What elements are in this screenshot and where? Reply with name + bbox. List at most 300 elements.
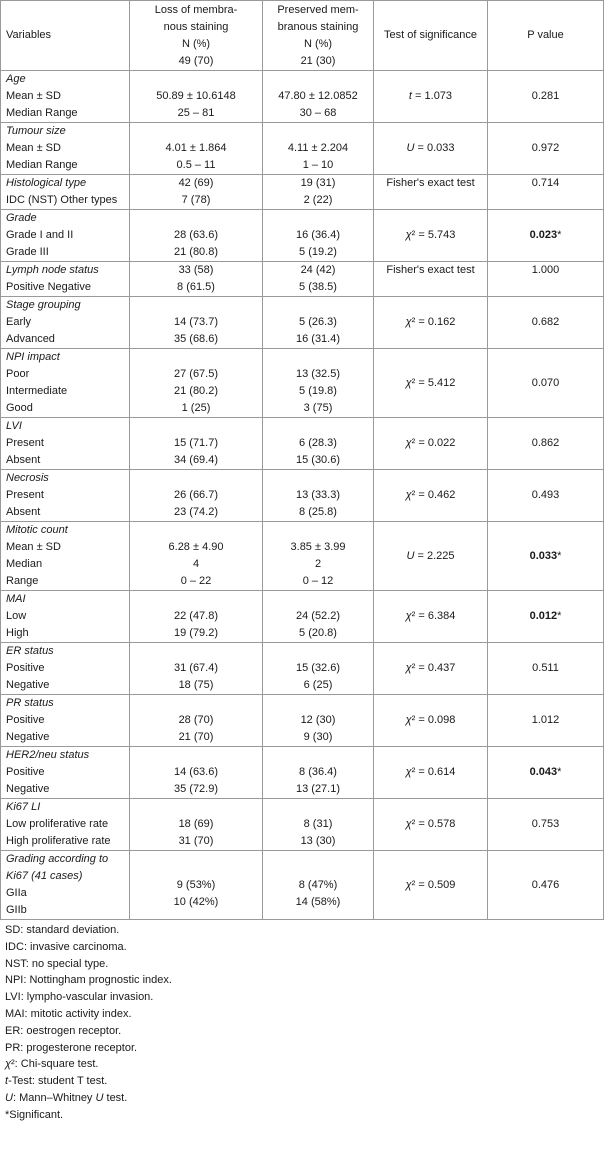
category-label: Ki67 LI	[6, 801, 41, 813]
pvalue	[493, 660, 598, 677]
header-preserved-membranous	[263, 1, 374, 71]
test-value	[379, 487, 482, 504]
row-label: High	[6, 627, 29, 639]
table-header-row	[1, 1, 604, 71]
loss-value-cell	[130, 747, 263, 799]
value: 34 (69.4)	[173, 454, 219, 466]
pvalue-number: 1.012	[531, 714, 560, 726]
value: 15 (71.7)	[173, 437, 219, 449]
row-label: Mean ± SD	[6, 142, 61, 154]
row-label: Positive Negative	[6, 281, 91, 293]
pvalue-cell	[488, 470, 604, 522]
test-cell	[374, 747, 488, 799]
loss-value-cell	[130, 695, 263, 747]
header-loss-line: nous staining	[163, 20, 229, 33]
pvalue-cell	[488, 175, 604, 210]
value: 24 (42)	[300, 264, 336, 276]
test-cell	[374, 470, 488, 522]
test-text: Fisher's exact test	[386, 177, 475, 189]
spacer	[268, 71, 368, 88]
row-label: Present	[6, 489, 44, 501]
test-text: ² = 0.462	[411, 489, 456, 501]
table-row	[1, 297, 604, 349]
test-symbol: χ	[405, 229, 412, 241]
pvalue	[493, 88, 598, 105]
footnote-text: LVI: lympho-vascular invasion.	[5, 991, 154, 1004]
pvalue-cell	[488, 71, 604, 123]
spacer	[268, 418, 368, 435]
spacer	[135, 860, 257, 877]
row-label: GIIb	[6, 904, 27, 916]
value: 3 (75)	[303, 402, 333, 414]
footnote	[5, 939, 598, 956]
footnote-text: : Mann–Whitney	[12, 1091, 96, 1104]
category-label: Tumour size	[6, 125, 66, 137]
spacer	[135, 695, 257, 712]
preserved-value-cell	[263, 591, 374, 643]
spacer	[268, 123, 368, 140]
pvalue-number: 0.753	[531, 818, 560, 830]
value: 21 (70)	[178, 731, 214, 743]
spacer	[268, 210, 368, 227]
test-text: = 2.225	[414, 549, 455, 562]
pvalue	[493, 375, 598, 392]
category-label: Necrosis	[6, 472, 49, 484]
row-label: Negative	[6, 679, 50, 691]
variable-cell	[1, 522, 130, 591]
variable-cell	[1, 123, 130, 175]
value: 27 (67.5)	[173, 368, 219, 380]
test-symbol: χ	[405, 818, 412, 830]
value: 1 (25)	[181, 402, 211, 414]
row-label: Early	[6, 316, 32, 328]
loss-value-cell	[130, 349, 263, 418]
row-label: Mean ± SD	[6, 541, 61, 553]
test-value	[379, 314, 482, 331]
category-label: Stage grouping	[6, 299, 81, 311]
test-text: ² = 0.162	[411, 316, 456, 328]
test-cell	[374, 643, 488, 695]
pvalue-cell	[488, 210, 604, 262]
test-text: ² = 5.412	[411, 376, 456, 389]
category-label: Histological type	[6, 177, 87, 189]
category-label: NPI impact	[6, 351, 60, 363]
footnote	[5, 956, 598, 973]
header-preserved-line: N (%)	[303, 37, 333, 50]
variable-cell	[1, 643, 130, 695]
test-cell	[374, 210, 488, 262]
test-cell	[374, 799, 488, 851]
row-label: Mean ± SD	[6, 90, 61, 102]
pvalue-cell	[488, 123, 604, 175]
variable-cell	[1, 747, 130, 799]
value: 4	[192, 558, 200, 570]
row-label: Negative	[6, 731, 50, 743]
pvalue	[493, 227, 598, 244]
pvalue-cell	[488, 695, 604, 747]
spacer	[379, 279, 482, 296]
pvalue-cell	[488, 799, 604, 851]
preserved-value-cell	[263, 851, 374, 920]
spacer	[268, 522, 368, 539]
preserved-value-cell	[263, 799, 374, 851]
footnote	[5, 1040, 598, 1057]
header-variables: Variables	[1, 1, 130, 71]
value: 42 (69)	[178, 177, 214, 189]
value: 1 – 10	[302, 159, 334, 171]
value: 6.28 ± 4.90	[168, 541, 224, 553]
value: 2	[314, 558, 322, 570]
test-cell	[374, 349, 488, 418]
spacer	[135, 418, 257, 435]
spacer	[268, 695, 368, 712]
test-value	[379, 140, 482, 157]
test-cell	[374, 123, 488, 175]
row-label: Low proliferative rate	[6, 818, 109, 830]
preserved-value-cell	[263, 470, 374, 522]
test-text: ² = 0.578	[411, 818, 456, 830]
value: 8 (47%)	[298, 878, 338, 891]
table-row	[1, 591, 604, 643]
test-value	[379, 712, 482, 729]
value: 4.11 ± 2.204	[287, 142, 349, 154]
footnote-symbol: χ	[5, 1058, 12, 1071]
preserved-value-cell	[263, 522, 374, 591]
pvalue-number: 0.033	[529, 549, 558, 562]
value: 35 (68.6)	[173, 333, 219, 345]
variable-cell	[1, 418, 130, 470]
value: 2 (22)	[303, 194, 333, 206]
pvalue-cell	[488, 591, 604, 643]
preserved-value-cell	[263, 210, 374, 262]
test-cell	[374, 262, 488, 297]
header-loss-line: 49 (70)	[178, 54, 214, 67]
category-label: Mitotic count	[6, 524, 68, 536]
spacer	[135, 210, 257, 227]
test-cell	[374, 695, 488, 747]
table-row	[1, 799, 604, 851]
pvalue-cell	[488, 297, 604, 349]
pvalue	[493, 548, 598, 565]
category-label: HER2/neu status	[6, 749, 90, 761]
pvalue	[493, 764, 598, 781]
pvalue	[493, 140, 598, 157]
spacer	[268, 860, 368, 877]
pvalue-number: 0.070	[531, 376, 560, 389]
value: 18 (75)	[178, 679, 214, 691]
row-label: IDC (NST) Other types	[6, 194, 118, 206]
value: 4.01 ± 1.864	[165, 142, 227, 154]
footnote-text: -Test: student T test.	[8, 1075, 108, 1088]
spacer	[268, 799, 368, 816]
table-row	[1, 210, 604, 262]
preserved-value-cell	[263, 123, 374, 175]
footnote	[5, 1056, 598, 1073]
value: 28 (70)	[178, 714, 214, 726]
row-label: High proliferative rate	[6, 835, 111, 847]
test-text: ² = 0.022	[411, 437, 456, 449]
test-cell	[374, 591, 488, 643]
test-cell	[374, 71, 488, 123]
test-text: ² = 0.437	[411, 662, 456, 674]
value: 6 (25)	[303, 679, 333, 691]
pvalue-number: 0.972	[531, 142, 560, 154]
spacer	[268, 297, 368, 314]
table-row	[1, 349, 604, 418]
pvalue-cell	[488, 262, 604, 297]
pvalue	[493, 262, 598, 279]
category-label: LVI	[6, 420, 22, 432]
spacer	[135, 522, 257, 539]
test-cell	[374, 175, 488, 210]
table-row	[1, 175, 604, 210]
footnote	[5, 1090, 598, 1107]
preserved-value-cell	[263, 747, 374, 799]
row-label: Positive	[6, 766, 45, 778]
value: 15 (32.6)	[295, 662, 341, 674]
variable-cell	[1, 851, 130, 920]
table-row	[1, 851, 604, 920]
category-label: Grade	[6, 212, 37, 224]
table-row	[1, 522, 604, 591]
loss-value-cell	[130, 123, 263, 175]
pvalue-cell	[488, 643, 604, 695]
pvalue-cell	[488, 418, 604, 470]
spacer	[268, 470, 368, 487]
variable-cell	[1, 695, 130, 747]
pvalue	[493, 314, 598, 331]
test-cell	[374, 522, 488, 591]
significance-mark: *	[557, 766, 562, 778]
test-symbol: χ	[405, 662, 412, 674]
loss-value-cell	[130, 418, 263, 470]
row-label: Range	[6, 575, 39, 587]
value: 5 (20.8)	[299, 627, 337, 639]
footnote	[5, 922, 598, 939]
table-row	[1, 695, 604, 747]
value: 14 (58%)	[295, 895, 341, 908]
test-text: ² = 0.098	[411, 714, 456, 726]
value: 35 (72.9)	[173, 783, 219, 795]
test-text: ² = 5.743	[411, 229, 456, 241]
value: 47.80 ± 12.0852	[278, 90, 358, 102]
footnote-text: ER: oestrogen receptor.	[5, 1024, 122, 1037]
pvalue-cell	[488, 851, 604, 920]
row-label: Advanced	[6, 333, 55, 345]
row-label: Median Range	[6, 159, 78, 171]
table-row	[1, 123, 604, 175]
value: 24 (52.2)	[295, 610, 341, 622]
footnote-text: IDC: invasive carcinoma.	[5, 940, 127, 953]
footnote-symbol: t	[5, 1075, 9, 1088]
value: 19 (31)	[300, 177, 336, 189]
value: 9 (30)	[303, 731, 333, 743]
row-label: Grade III	[6, 246, 49, 258]
footnote-text: NST: no special type.	[5, 957, 109, 970]
variable-cell	[1, 175, 130, 210]
pvalue-number: 0.511	[532, 662, 559, 674]
value: 0.5 – 11	[176, 159, 216, 171]
loss-value-cell	[130, 522, 263, 591]
test-value	[379, 88, 482, 105]
test-value	[379, 227, 482, 244]
loss-value-cell	[130, 851, 263, 920]
variable-cell	[1, 297, 130, 349]
footnote-symbol: U	[5, 1091, 13, 1104]
pvalue-cell	[488, 522, 604, 591]
test-symbol: U	[406, 142, 415, 154]
pvalue	[493, 877, 598, 894]
loss-value-cell	[130, 175, 263, 210]
value: 8 (25.8)	[299, 506, 337, 518]
row-label: GIIa	[6, 887, 27, 899]
preserved-value-cell	[263, 643, 374, 695]
pvalue-number: 0.476	[531, 878, 560, 891]
footnote-text: PR: progesterone receptor.	[5, 1041, 138, 1054]
test-cell	[374, 297, 488, 349]
variable-cell	[1, 349, 130, 418]
value: 28 (63.6)	[173, 229, 219, 241]
spacer	[268, 349, 368, 366]
header-loss-line: Loss of membra-	[154, 3, 238, 16]
category-label: Lymph node status	[6, 264, 99, 276]
test-symbol: χ	[405, 316, 412, 328]
value: 16 (31.4)	[295, 333, 341, 345]
table-body	[1, 71, 604, 920]
preserved-value-cell	[263, 175, 374, 210]
test-text: ² = 0.509	[411, 878, 456, 891]
pvalue-number: 0.281	[531, 90, 560, 102]
table-row	[1, 262, 604, 297]
pvalue	[493, 816, 598, 833]
footnote-text: MAI: mitotic activity index.	[5, 1007, 132, 1020]
test-symbol: χ	[405, 437, 412, 449]
row-label: Positive	[6, 714, 45, 726]
pvalue-number: 0.493	[531, 489, 560, 501]
footnote-text: SD: standard deviation.	[5, 924, 120, 936]
header-loss-membranous	[130, 1, 263, 71]
preserved-value-cell	[263, 349, 374, 418]
test-symbol: χ	[405, 714, 412, 726]
value: 5 (19.8)	[299, 385, 337, 397]
variable-cell	[1, 799, 130, 851]
significance-mark: *	[557, 610, 562, 622]
value: 7 (78)	[181, 194, 211, 206]
test-symbol: χ	[405, 766, 412, 778]
header-pvalue: P value	[488, 1, 604, 71]
row-label: Poor	[6, 368, 30, 380]
loss-value-cell	[130, 71, 263, 123]
preserved-value-cell	[263, 695, 374, 747]
variable-cell	[1, 591, 130, 643]
footnote-text: ²: Chi-square test.	[11, 1058, 99, 1071]
spacer	[135, 297, 257, 314]
test-value	[379, 660, 482, 677]
spacer	[268, 747, 368, 764]
value: 21 (80.2)	[173, 385, 219, 397]
loss-value-cell	[130, 297, 263, 349]
test-symbol: χ	[405, 610, 412, 622]
test-value	[379, 608, 482, 625]
table-row	[1, 418, 604, 470]
footnote	[5, 1107, 598, 1124]
category-label: Age	[6, 73, 26, 85]
test-symbol: χ	[405, 376, 412, 389]
pvalue-cell	[488, 747, 604, 799]
test-value	[379, 548, 482, 565]
loss-value-cell	[130, 262, 263, 297]
pvalue-number: 1.000	[531, 264, 560, 276]
table-row	[1, 643, 604, 695]
row-label: Median	[6, 558, 43, 570]
table-row	[1, 71, 604, 123]
spacer	[135, 470, 257, 487]
pvalue-cell	[488, 349, 604, 418]
value: 12 (30)	[300, 714, 336, 726]
spacer	[135, 747, 257, 764]
value: 31 (70)	[178, 835, 214, 847]
value: 19 (79.2)	[173, 627, 219, 639]
test-value	[379, 816, 482, 833]
preserved-value-cell	[263, 418, 374, 470]
test-symbol: U	[406, 549, 415, 562]
loss-value-cell	[130, 591, 263, 643]
value: 22 (47.8)	[173, 610, 219, 622]
footnote	[5, 989, 598, 1006]
row-label: Positive	[6, 662, 45, 674]
value: 31 (67.4)	[173, 662, 219, 674]
pvalue-number: 0.012	[529, 610, 558, 622]
footnote-text: test.	[103, 1091, 128, 1104]
test-value	[379, 175, 482, 192]
header-loss-line: N (%)	[181, 37, 211, 50]
pvalue-number: 0.682	[531, 316, 560, 328]
value: 13 (33.3)	[295, 489, 341, 501]
value: 13 (30)	[300, 835, 336, 847]
footnote-text: *Significant.	[5, 1108, 64, 1121]
value: 50.89 ± 10.6148	[156, 90, 236, 102]
row-label: Absent	[6, 506, 41, 518]
header-preserved-line: 21 (30)	[300, 54, 336, 67]
value: 21 (80.8)	[173, 246, 219, 258]
spacer	[379, 192, 482, 209]
row-label: Median Range	[6, 107, 78, 119]
loss-value-cell	[130, 643, 263, 695]
row-label: Absent	[6, 454, 41, 466]
table-row	[1, 470, 604, 522]
loss-value-cell	[130, 470, 263, 522]
value: 5 (38.5)	[299, 281, 337, 293]
test-text: ² = 6.384	[411, 610, 456, 622]
loss-value-cell	[130, 799, 263, 851]
spacer	[268, 643, 368, 660]
variable-cell	[1, 262, 130, 297]
header-test: Test of significance	[374, 1, 488, 71]
preserved-value-cell	[263, 297, 374, 349]
spacer	[135, 123, 257, 140]
value: 0 – 12	[302, 575, 334, 587]
value: 13 (27.1)	[295, 783, 341, 795]
table-footnotes	[0, 920, 604, 1124]
loss-value-cell	[130, 210, 263, 262]
row-label: Present	[6, 437, 44, 449]
spacer	[493, 192, 598, 209]
test-text: ² = 0.614	[411, 766, 456, 778]
value: 30 – 68	[299, 107, 337, 119]
header-preserved-line: Preserved mem-	[277, 3, 359, 16]
value: 14 (63.6)	[173, 766, 219, 778]
spacer	[135, 591, 257, 608]
